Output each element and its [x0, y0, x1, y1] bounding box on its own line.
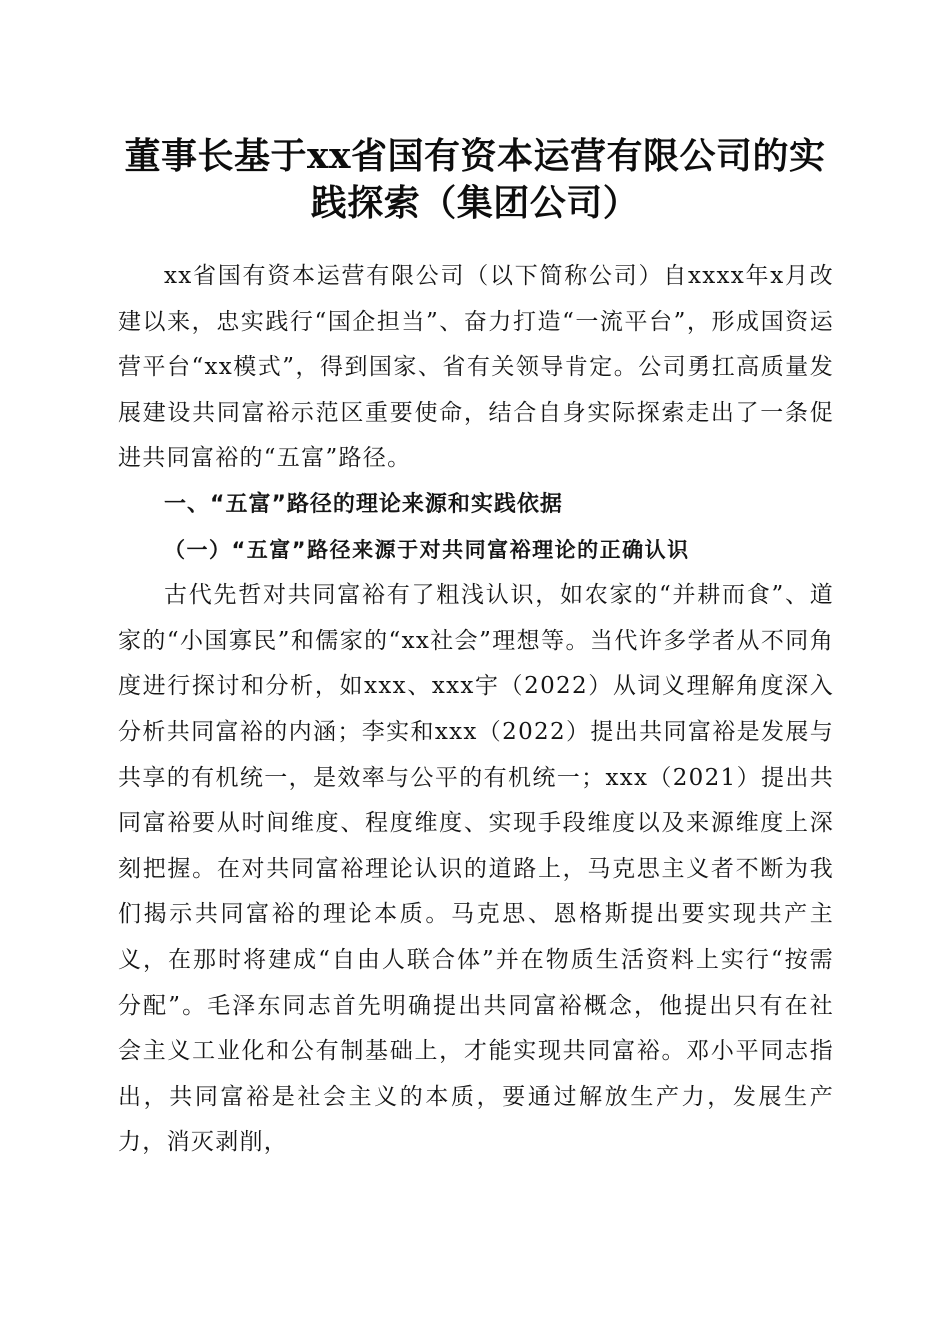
document-title — [110, 133, 840, 227]
body-paragraph: 古代先哲对共同富裕有了粗浅认识，如农家的“并耕而食”、道家的“小国寡民”和儒家的“xx社会”理想等。当代许多学者从不同角度进行探讨和分析，如xxx、xxx宇（2022）从词义理解角度深入分析共同富裕的内涵；李实和xxx（2022）提出共同富裕是发展与共享的有机统一，是效率与公平的有机统一；xxx（2021）提出共同富裕要从时间维度、程度维度、实现手段维度以及来源维度上深刻把握。在对共同富裕理论认识的道路上，马克思主义者不断为我们揭示共同富裕的理论本质。马克思、恩格斯提出要实现共产主义，在那时将建成“自由人联合体”并在物质生活资料上实行“按需分配”。毛泽东同志首先明确提出共同富裕概念，他提出只有在社会主义工业化和公有制基础上，才能实现共同富裕。邓小平同志指出，共同富裕是社会主义的本质，要通过解放生产力，发展生产力，消灭剥削， — [118, 582, 834, 1156]
title-line-2: 践探索（集团公司） — [310, 182, 640, 224]
document-body — [118, 254, 834, 1166]
section-heading-1: 一、“五富”路径的理论来源和实践依据 — [164, 491, 563, 517]
title-line-1: 董事长基于xx省国有资本运营有限公司的实 — [124, 135, 826, 177]
subsection-heading-1: （一）“五富”路径来源于对共同富裕理论的正确认识 — [164, 537, 690, 562]
intro-paragraph: xx省国有资本运营有限公司（以下简称公司）自xxxx年x月改建以来，忠实践行“国企担当”、奋力打造“一流平台”，形成国资运营平台“xx模式”，得到国家、省有关领导肯定。公司勇扛高质量发展建设共同富裕示范区重要使命，结合自身实际探索走出了一条促进共同富裕的“五富”路径。 — [118, 263, 834, 472]
